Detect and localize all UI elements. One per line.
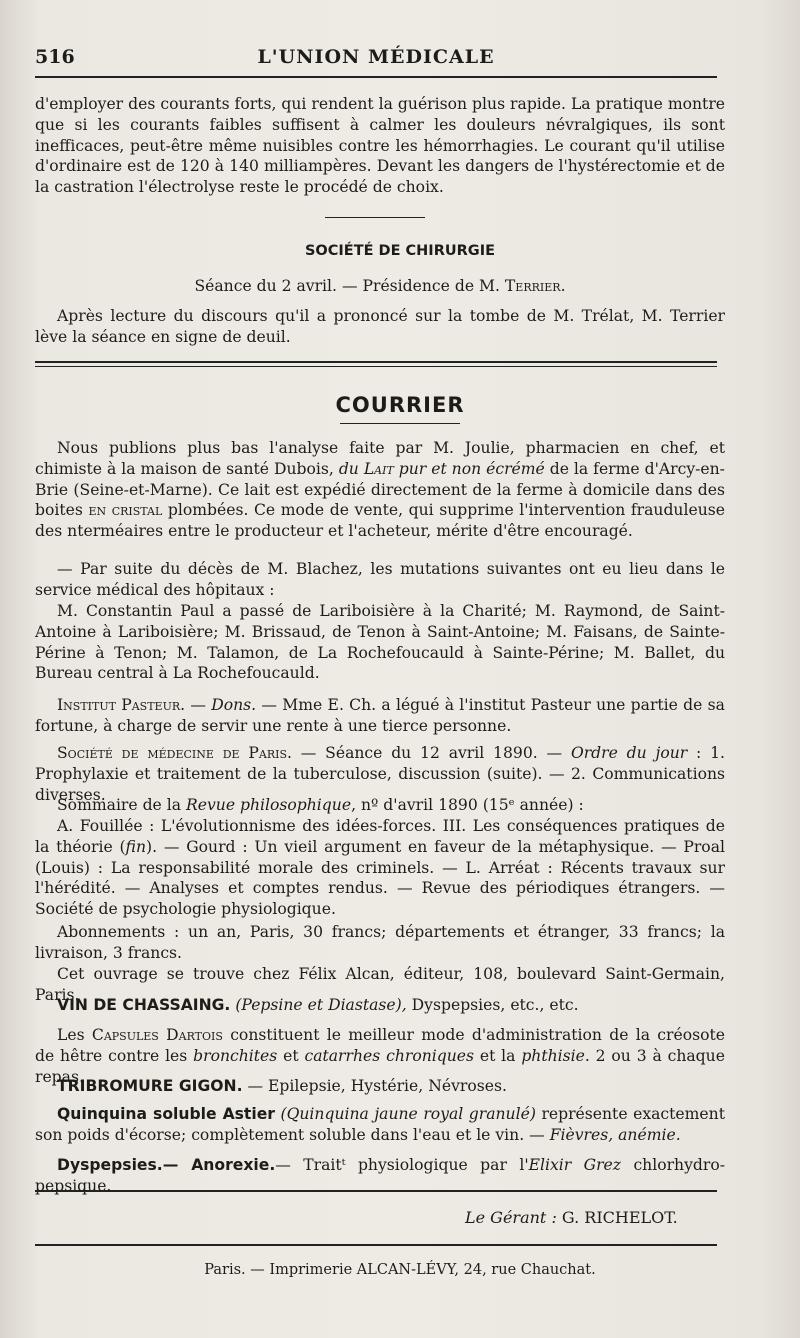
quinquina-title: Quinquina soluble Astier [57,1105,275,1123]
courrier-p1-cristal: en cristal [88,501,163,520]
capsules-name: Capsules Dartois [91,1026,223,1044]
bronchites: bronchites [193,1046,278,1065]
gerant-signature [465,1208,678,1227]
sommaire-fin: fin [125,837,146,856]
elixir: Elixir Grez [528,1156,621,1174]
sommaire-body-a: A. Fouillée : L'évolutionnisme des idées-forces. III. Les conséquences pratiques de la théorie ( [35,817,725,856]
courrier-underline [340,423,460,424]
sommaire-body-b: ). — Gourd : Un vieil argument en faveur de la métaphysique. — Proal (Louis) : La responsabilité morale des criminels. — L. Arréat : Récents travaux sur l'hérédité. — Analyses et comptes rendus. — Revue des périodiques étrangers. — Société de psychologie physiologique. [35,837,725,919]
intro-paragraph [35,94,725,198]
vin-rest: Dyspepsies, etc., etc. [411,996,579,1014]
abonnements [35,922,725,964]
courrier-p1-c: plombées. Ce mode de vente, qui supprime l'intervention frauduleuse des nterméaires entre le producteur et l'acheteur, mérite d'être encouragé. [35,501,725,541]
tribromure-title: TRIBROMURE GIGON. [57,1077,243,1095]
catarrhes: catarrhes chroniques [304,1046,474,1065]
courrier-p2 [35,559,725,601]
capsules-b: constituent le meilleur mode d'administration de la créosote de hêtre contre les [35,1026,725,1065]
quinquina-rest: représente exactement son poids d'écorse; complètement soluble dans l'eau et le vin. — [35,1105,725,1144]
section-separator [325,217,425,218]
double-rule-bottom [35,366,717,367]
sommaire-intro-b: , nº d'avril 1890 (15ᵉ année) : [351,796,584,814]
double-rule-top [35,361,717,363]
sommaire-intro-a: Sommaire de la [57,796,182,814]
gerant-name: G. RICHELOT. [561,1208,678,1227]
courrier-p1-du: du [338,459,359,478]
intro-text: d'employer des courants forts, qui rendent la guérison plus rapide. La pratique montre que si les courants faibles suffisent à calmer les douleurs névralgiques, ils sont inefficaces, peut-être même nuisibles contre les hémorrhagies. Le courant qu'il utilise d'ordinaire est de 120 à 140 milliampères. Devant les dangers de l'hystérectomie et de la castration l'électrolyse reste le procédé de choix. [35,95,725,197]
sommaire-intro [35,795,725,816]
courrier-p4-text: — Mme E. Ch. a légué à l'institut Pasteur une partie de sa fortune, à charge de servir une rente à une tierce personne. [35,696,725,735]
courrier-p5-b: : 1. Prophylaxie et traitement de la tuberculose, discussion (suite). — 2. Communications diverses. [35,744,725,804]
ordre-du-jour: Ordre du jour [570,744,688,762]
president-name: Terrier [504,277,561,295]
fievres: Fièvres, anémie. [549,1125,681,1144]
dyspepsies-b: chlorhydro-pepsique. [35,1156,725,1195]
courrier-p2-text: — Par suite du décès de M. Blachez, les mutations suivantes ont eu lieu dans le service médical des hôpitaux : [35,560,725,599]
ad-vin [35,995,725,1016]
courrier-p5-a: — Séance du 12 avril 1890. — [300,744,563,762]
revue-name: Revue philosophique [186,796,352,814]
sommaire-body [35,816,725,920]
capsules-et2: et la [479,1046,516,1065]
seance-text: Séance du 2 avril. — Présidence de M. [194,277,500,295]
courrier-p3 [35,601,725,684]
capsules-et1: et [283,1046,299,1065]
ad-quinquina [35,1104,725,1146]
courrier-p4: Institut Pasteur. — Dons. — Mme E. Ch. a légué à l'institut Pasteur une partie de sa fortune, à charge de servir une rente à une tierce personne. [35,696,725,735]
abonnements-text: Abonnements : un an, Paris, 30 francs; départements et étranger, 33 francs; la livraison, 3 francs. [35,923,725,962]
courrier-p3-text: M. Constantin Paul a passé de Lariboisière à la Charité; M. Raymond, de Saint-Antoine à Lariboisière; M. Brissaud, de Tenon à Saint-Antoine; M. Faisans, de Sainte-Périne à Tenon; M. Talamon, de La Rochefoucauld à Sainte-Périne; M. Ballet, du Bureau central à La Rochefoucauld. [35,602,725,683]
footer-rule-top [35,1190,717,1192]
page-number: 516 [35,46,75,68]
societe-medecine-label: Société de médecine de Paris. [57,744,292,762]
dons-label: Dons. [211,696,257,714]
phtisie: phthisie. [521,1046,590,1065]
header-rule [35,76,717,78]
tribromure-rest: — Epilepsie, Hystérie, Névroses. [247,1077,507,1095]
gerant-label: Le Gérant : [465,1208,557,1227]
page-header [35,46,717,72]
capsules-a: Les [57,1026,85,1044]
vin-italic: (Pepsine et Diastase), [235,996,407,1014]
imprint: Paris. — Imprimerie ALCAN-LÉVY, 24, rue Chauchat. [204,1262,596,1278]
courrier-p1-lait: Lait [363,459,394,478]
societe-seance: Séance du 2 avril. — Présidence de M. Terrier. [194,277,566,295]
dyspepsies-a: — Traitᵗ physiologique par l' [275,1156,529,1174]
courrier-p1-pur: pur et non écrémé [398,459,545,478]
footer-rule-bottom [35,1244,717,1246]
dyspepsies-title: Dyspepsies.— Anorexie. [57,1156,276,1174]
courrier-p1 [35,438,725,542]
running-title: L'UNION MÉDICALE [257,46,495,68]
quinquina-italic: (Quinquina jaune royal granulé) [280,1105,536,1123]
ouvrage-text: Cet ouvrage se trouve chez Félix Alcan, éditeur, 108, boulevard Saint-Germain, Paris. [35,965,725,1004]
societe-text [35,306,725,348]
ad-tribromure [35,1076,725,1097]
vin-title: VIN DE CHASSAING. [57,996,231,1014]
courrier-p1-a: Nous publions plus bas l'analyse faite par M. Joulie, pharmacien en chef, et chimiste à la maison de santé Dubois, [35,439,725,478]
societe-paragraph: Après lecture du discours qu'il a prononcé sur la tombe de M. Trélat, M. Terrier lève la séance en signe de deuil. [35,307,725,346]
capsules-c: 2 ou 3 à chaque repas. [35,1046,725,1086]
institut-pasteur-label: Institut Pasteur. [57,696,186,714]
courrier-p1-b: de la ferme d'Arcy-en-Brie (Seine-et-Marne). Ce lait est expédié directement de la ferme à domicile dans des boites [35,459,725,520]
societe-title: SOCIÉTÉ DE CHIRURGIE [304,243,496,259]
courrier-title: COURRIER [335,393,465,417]
